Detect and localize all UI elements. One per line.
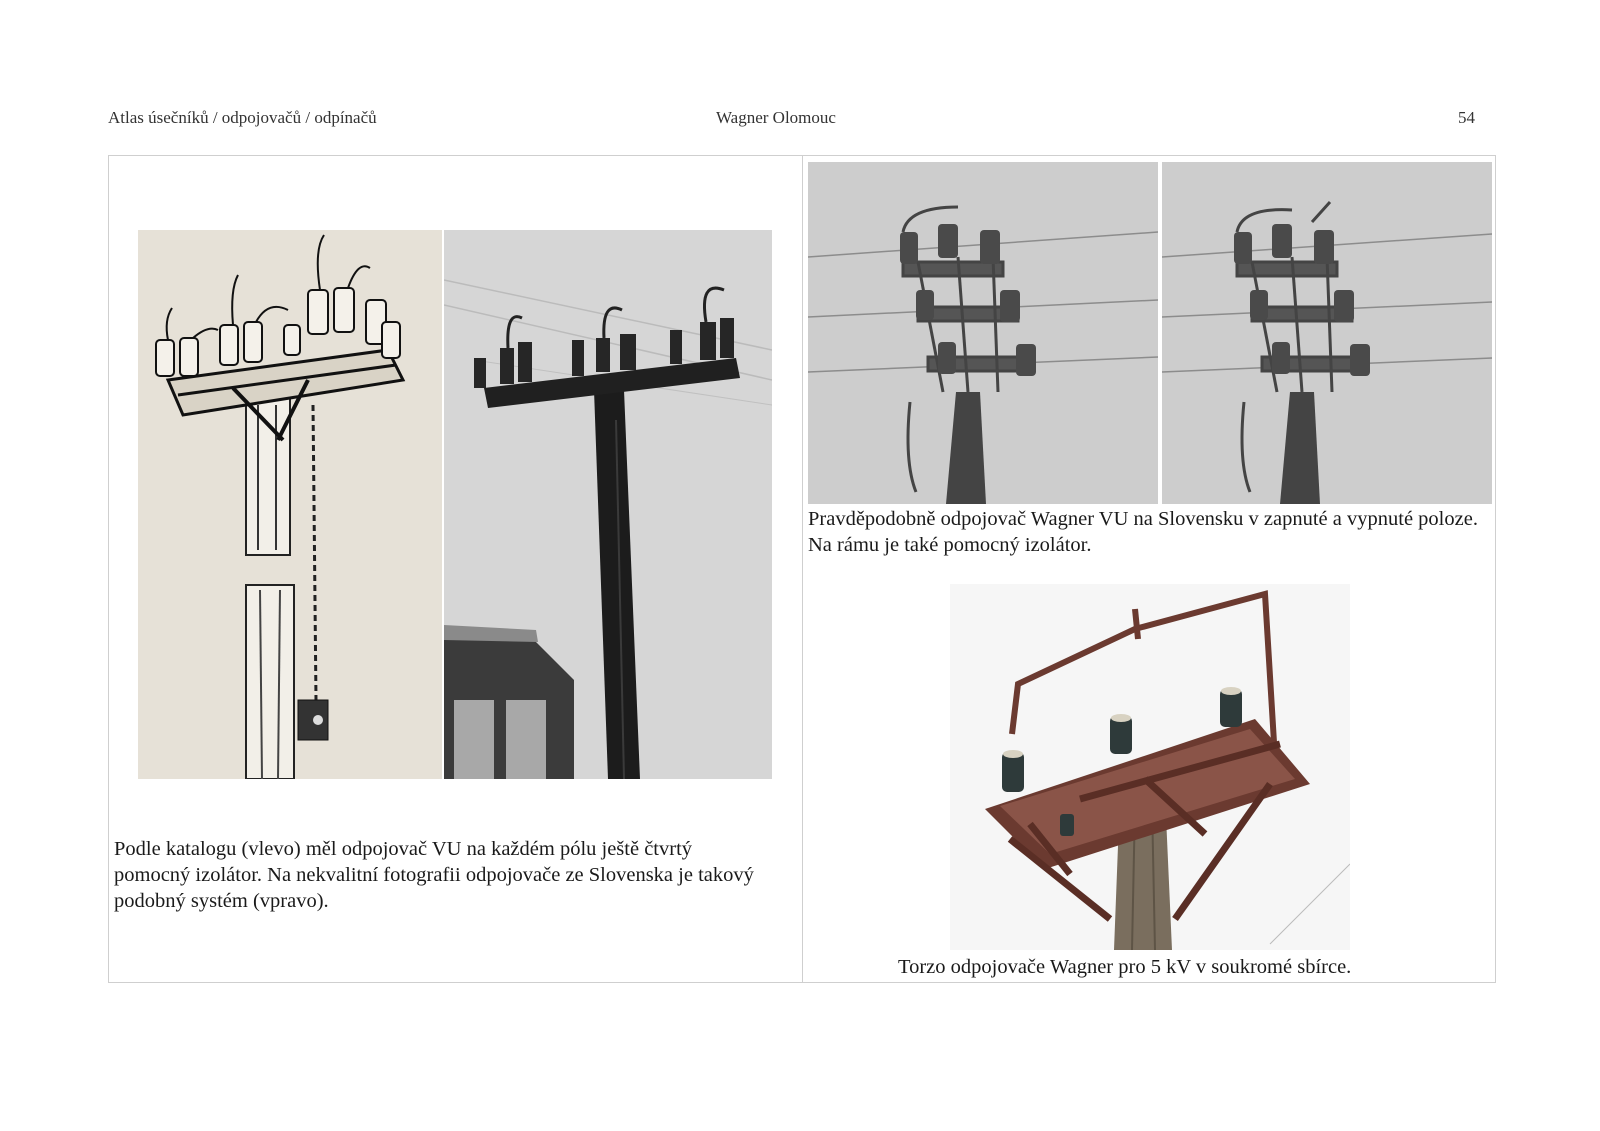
switch-torso-photo bbox=[950, 584, 1350, 950]
switch-closed-photo bbox=[808, 162, 1158, 504]
switch-open-photo bbox=[1162, 162, 1492, 504]
catalog-sketch-image bbox=[138, 230, 442, 779]
running-header-company: Wagner Olomouc bbox=[716, 108, 836, 127]
panel-divider bbox=[802, 155, 803, 983]
page-number: 54 bbox=[1458, 108, 1475, 127]
running-header-title: Atlas úsečníků / odpojovačů / odpínačů bbox=[108, 108, 377, 127]
bottom-right-caption: Torzo odpojovače Wagner pro 5 kV v soukromé sbírce. bbox=[898, 956, 1352, 978]
top-right-caption: Pravděpodobně odpojovač Wagner VU na Slovensku v zapnuté a vypnuté poloze. Na rámu je také pomocný izolátor. bbox=[808, 508, 1478, 556]
slovakia-pole-photo bbox=[444, 230, 772, 779]
left-caption: Podle katalogu (vlevo) měl odpojovač VU na každém pólu ještě čtvrtý pomocný izolátor. Na nekvalitní fotografii odpojovače ze Slovenska je takový podobný systém (vpravo). bbox=[114, 838, 754, 912]
